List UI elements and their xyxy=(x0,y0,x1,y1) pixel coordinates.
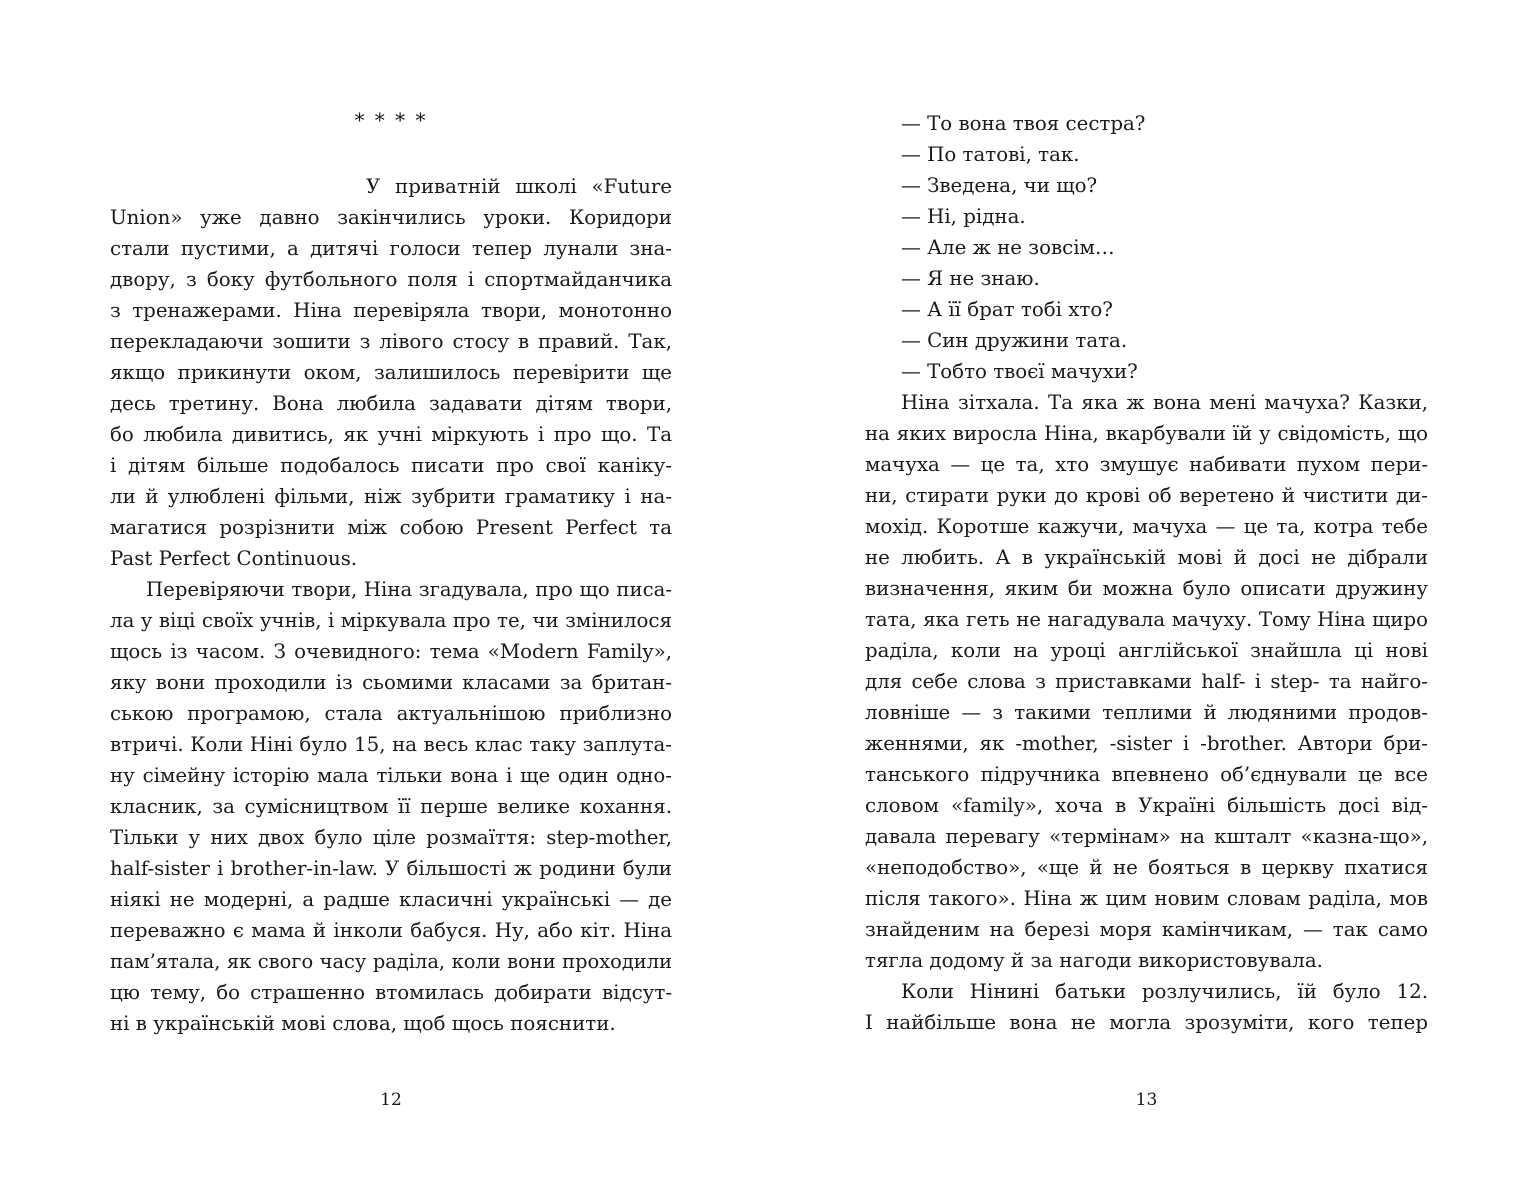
text-line: після такого». Ніна ж цим новим словам раділа, мов xyxy=(865,887,1428,910)
text-line: магатися розрізнити між собою Present Perfect та xyxy=(110,516,672,539)
text-line: ни, стирати руки до крові об веретено й чистити ди- xyxy=(865,484,1428,507)
text-line: мачуха — це та, хто змушує набивати пухом пери- xyxy=(865,453,1428,476)
left-page xyxy=(110,0,672,1182)
text-line: ну сімейну історію мала тільки вона і ще один одно- xyxy=(110,764,672,787)
page-number-right: 13 xyxy=(1135,1090,1158,1110)
text-line: визначення, яким би можна було описати дружину xyxy=(865,577,1428,600)
text-line: бо любила дивитись, як учні міркують і про що. Та xyxy=(110,423,672,446)
text-line: — То вона твоя сестра? xyxy=(901,112,1146,135)
section-separator: * * * * xyxy=(354,108,428,132)
left-page-text xyxy=(110,171,672,1039)
right-page-text xyxy=(865,108,1428,1038)
text-line: ловніше — з такими теплими й людяними продов- xyxy=(865,701,1428,724)
text-line: раділа, коли на уроці англійської знайшла ці нові xyxy=(865,639,1428,662)
text-line: цю тему, бо страшенно втомилась добирати відсут- xyxy=(110,981,672,1004)
text-line: Past Perfect Continuous. xyxy=(110,547,358,570)
text-line: для себе слова з приставками half- і step- та найго- xyxy=(865,670,1428,693)
text-line: — По татові, так. xyxy=(901,143,1080,166)
right-page xyxy=(865,0,1428,1182)
text-line: ніякі не модерні, а радше класичні українські — де xyxy=(110,888,672,911)
page-number-left: 12 xyxy=(380,1090,402,1110)
text-line: — Син дружини тата. xyxy=(901,329,1128,352)
text-line: — Зведена, чи що? xyxy=(901,174,1098,197)
text-line: словом «family», хоча в Україні більшість досі від- xyxy=(865,794,1428,817)
text-line: яку вони проходили із сьомими класами за британ- xyxy=(110,671,672,694)
text-line: Ніна зітхала. Та яка ж вона мені мачуха? Казки, xyxy=(901,391,1428,414)
text-line: ла у віці своїх учнів, і міркувала про те, чи змінилося xyxy=(110,609,672,632)
text-line: Коли Нінині батьки розлучились, їй було 12. xyxy=(901,980,1428,1003)
text-line: — Я не знаю. xyxy=(901,267,1040,290)
text-line: ні в українській мові слова, щоб щось пояснити. xyxy=(110,1012,616,1035)
text-line: і дітям більше подобалось писати про свої каніку- xyxy=(110,454,672,477)
text-line: Перевіряючи твори, Ніна згадувала, про що писа- xyxy=(146,578,672,601)
text-line: Тільки у них двох було ціле розмаїття: step-mother, xyxy=(110,826,672,849)
text-line: У приватній школі «Future xyxy=(366,175,672,198)
text-line: І найбільше вона не могла зрозуміти, кого тепер xyxy=(865,1011,1428,1034)
text-line: танського підручника впевнено об’єднували це все xyxy=(865,763,1428,786)
text-line: щось із часом. З очевидного: тема «Modern Family», xyxy=(110,640,672,663)
text-line: тягла додому й за нагоди використовувала. xyxy=(865,949,1323,972)
text-line: не любить. А в українській мові й досі не дібрали xyxy=(865,546,1428,569)
text-line: ли й улюблені фільми, ніж зубрити граматику і на- xyxy=(110,485,672,508)
text-line: — Але ж не зовсім… xyxy=(901,236,1115,259)
text-line: мохід. Коротше кажучи, мачуха — це та, котра тебе xyxy=(865,515,1428,538)
text-line: переважно є мама й інколи бабуся. Ну, або кіт. Ніна xyxy=(110,919,672,942)
text-line: на яких виросла Ніна, вкарбували їй у свідомість, що xyxy=(865,422,1428,445)
text-line: давала перевагу «термінам» на кшталт «казна-що», xyxy=(865,825,1428,848)
text-line: тата, яка геть не нагадувала мачуху. Тому Ніна щиро xyxy=(865,608,1428,631)
text-line: стали пустими, а дитячі голоси тепер лунали зна- xyxy=(110,237,672,260)
text-line: якщо прикинути оком, залишилось перевірити ще xyxy=(110,361,672,384)
text-line: з тренажерами. Ніна перевіряла твори, монотонно xyxy=(110,299,672,322)
text-line: «неподобство», «ще й не бояться в церкву пхатися xyxy=(865,856,1428,879)
text-line: пам’ятала, як свого часу раділа, коли вони проходили xyxy=(110,950,672,973)
text-line: двору, з боку футбольного поля і спортмайданчика xyxy=(110,268,672,291)
text-line: — Тобто твоєї мачухи? xyxy=(901,360,1138,383)
text-line: класник, за сумісництвом її перше велике кохання. xyxy=(110,795,672,818)
text-line: half-sister і brother-in-law. У більшості ж родини були xyxy=(110,857,672,880)
text-line: перекладаючи зошити з лівого стосу в правий. Так, xyxy=(110,330,672,353)
text-line: — А її брат тобі хто? xyxy=(901,298,1113,321)
text-line: — Ні, рідна. xyxy=(901,205,1026,228)
text-line: десь третину. Вона любила задавати дітям твори, xyxy=(110,392,672,415)
text-line: знайденим на березі моря камінчикам, — так само xyxy=(865,918,1428,941)
text-line: женнями, як -mother, -sister і -brother. Автори бри- xyxy=(865,732,1428,755)
text-line: втричі. Коли Ніні було 15, на весь клас таку заплута- xyxy=(110,733,672,756)
text-line: ською програмою, стала актуальнішою приблизно xyxy=(110,702,672,725)
text-line: Union» уже давно закінчились уроки. Коридори xyxy=(110,206,672,229)
